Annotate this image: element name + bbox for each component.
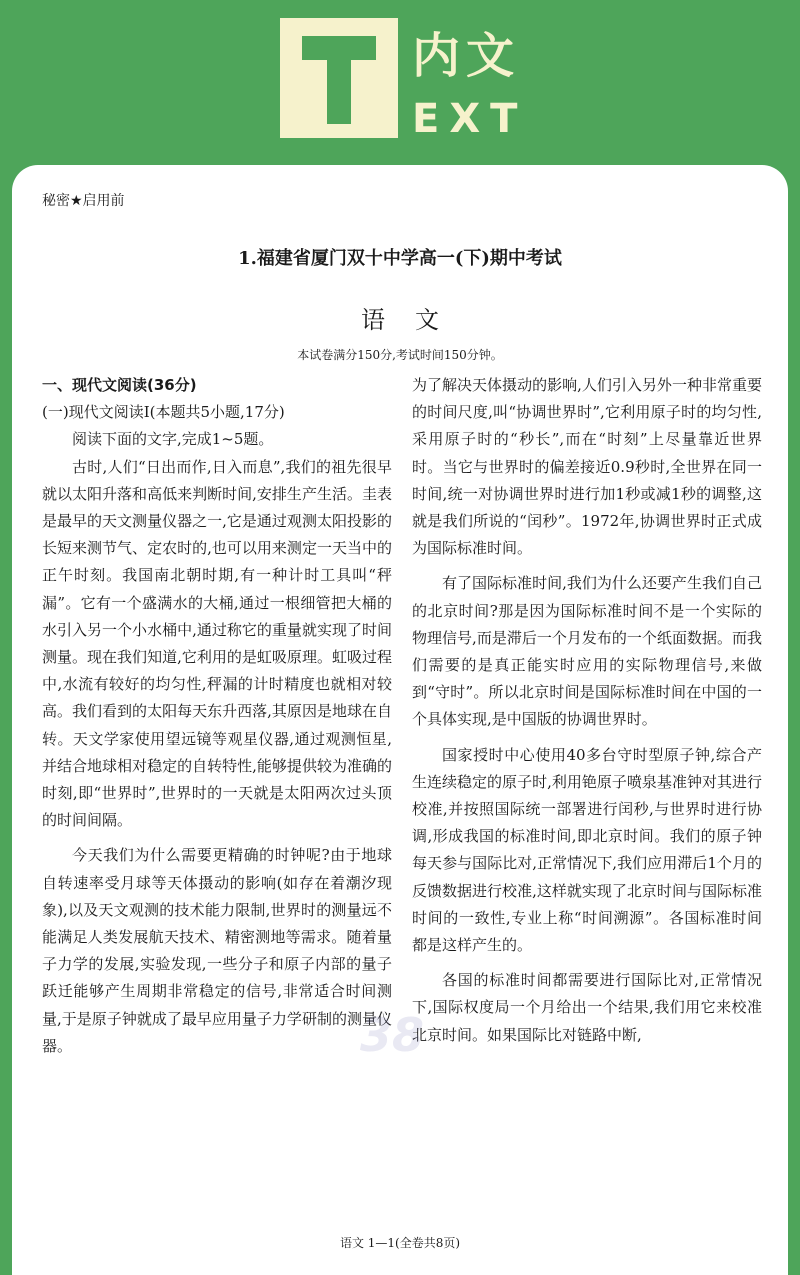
text-logo-block [280,18,398,138]
paragraph: 为了解决天体摄动的影响,人们引入另外一种非常重要的时间尺度,叫“协调世界时”,它利用原子时的均匀性,采用原子时的“秒长”,而在“时刻”上尽量靠近世界时。当它与世界时的偏差接近0.9秒时,全世界在同一时间,统一对协调世界时进行加1秒或减1秒的调整,这就是我们所说的“闰秒”。1972年,协调世界时正式成为国际标准时间。 [412,376,762,558]
page-footer: 语文 1—1(全卷共8页) [339,1236,461,1250]
exam-title: 1.福建省厦门双十中学高一(下)期中考试 [238,248,562,269]
subject-title: 语文 [361,306,469,334]
right-column [412,372,762,1049]
confidential-label: 秘密★启用前 [42,193,125,209]
paragraph: 有了国际标准时间,我们为什么还要产生我们自己的北京时间?那是因为国际标准时间不是一个实际的物理信号,而是滞后一个月发布的一个纸面数据。而我们需要的是真正能实时应用的实际物理信号,来做到“守时”。所以北京时间是国际标准时间在中国的一个具体实现,是中国版的协调世界时。 [412,574,762,729]
banner-english-label: EXT [412,96,528,142]
paragraph: 今天我们为什么需要更精确的时钟呢?由于地球自转速率受月球等天体摄动的影响(如存在着潮汐现象),以及天文观测的技术能力限制,世界时的测量远不能满足人类发展航天技术、精密测地等需求。随着量子力学的发展,实验发现,一些分子和原子内部的量子跃迁能够产生周期非常稳定的信号,非常适合时间测量,于是原子钟就成了最早应用量子力学研制的测量仪器。 [42,846,392,1055]
paragraph: 国家授时中心使用40多台守时型原子钟,综合产生连续稳定的原子时,利用铯原子喷泉基准钟对其进行校准,并按照国际统一部署进行闰秒,与世界时进行协调,形成我国的标准时间,即北京时间。我们的原子钟每天参与国际比对,正常情况下,我们应用滞后1个月的反馈数据进行校准,这样就实现了北京时间与国际标准时间的一致性,专业上称“时间溯源”。各国标准时间都是这样产生的。 [412,745,762,955]
watermark-logo: 38 [360,1008,425,1062]
section-heading: 一、现代文阅读(36分) [42,376,197,394]
banner-chinese-label: 内文 [412,28,521,84]
left-column [42,372,392,1060]
logo-letter-t-stem [327,36,351,124]
instruction-text: 阅读下面的文字,完成1~5题。 [72,430,274,449]
exam-notice: 本试卷满分150分,考试时间150分钟。 [297,348,503,362]
subsection-heading: (一)现代文阅读Ⅰ(本题共5小题,17分) [42,403,285,422]
paragraph: 各国的标准时间都需要进行国际比对,正常情况下,国际权度局一个月给出一个结果,我们用它来校准北京时间。如果国际比对链路中断, [412,971,762,1044]
paragraph: 古时,人们“日出而作,日入而息”,我们的祖先很早就以太阳升落和高低来判断时间,安排生产生活。圭表是最早的天文测量仪器之一,它是通过观测太阳投影的长短来测节气、定农时的,也可以用来测定一天当中的正午时刻。我国南北朝时期,有一种计时工具叫“秤漏”。它有一个盛满水的大桶,通过一根细管把大桶的水引入另一个小水桶中,通过称它的重量就实现了时间测量。现在我们知道,它利用的是虹吸原理。虹吸过程中,水流有较好的均匀性,秤漏的计时精度也就相对较高。我们看到的太阳每天东升西落,其原因是地球在自转。天文学家使用望远镜等观星仪器,通过观测恒星,并结合地球相对稳定的自转特性,能够提供较为准确的时刻,即“世界时”,世界时的一天就是太阳两次过头顶的时间间隔。 [42,457,392,830]
banner [0,0,800,170]
